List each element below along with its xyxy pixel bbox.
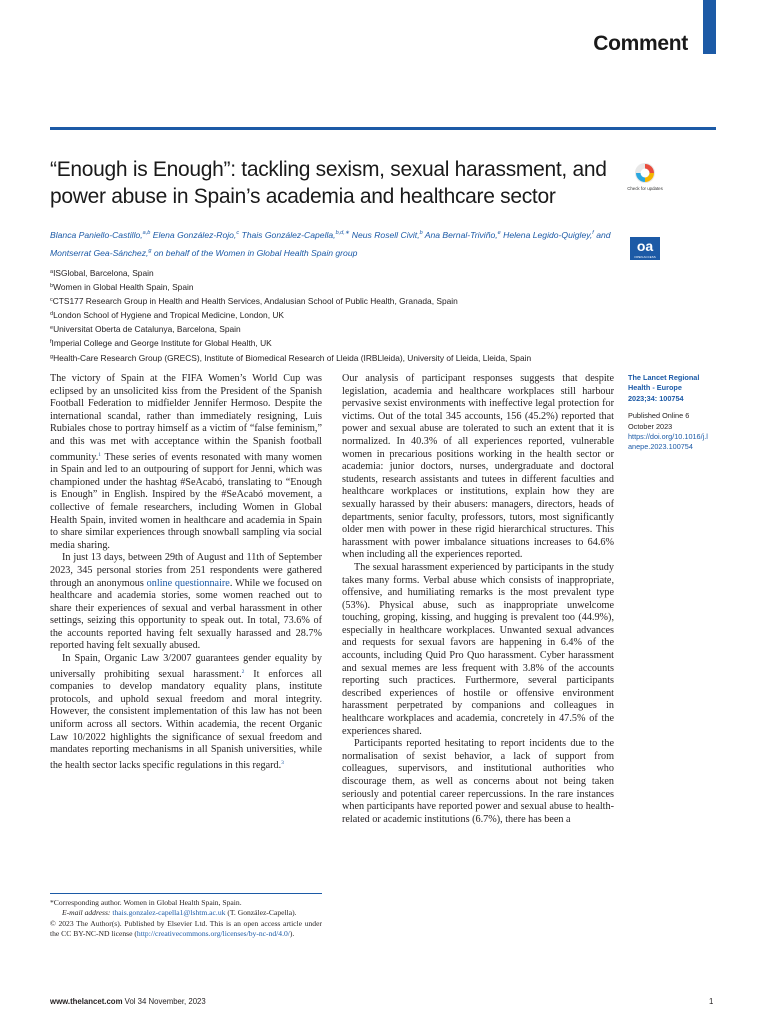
reference-marker[interactable]: 2 <box>241 668 245 675</box>
header-rule <box>50 127 716 130</box>
author-name: on behalf of the Women in Global Health Spain group <box>153 247 358 258</box>
footer-issue: Vol 34 November, 2023 <box>124 997 206 1006</box>
open-access-label: oa <box>636 238 654 254</box>
author-affiliation-marker: e <box>497 230 501 236</box>
author-affiliation-marker: b <box>419 230 423 236</box>
footnote <box>50 898 322 939</box>
article-metadata-sidebar <box>628 373 710 453</box>
author-affiliation-marker: f <box>592 230 594 236</box>
section-label: Comment <box>593 32 688 55</box>
author-affiliation-marker: c <box>236 230 240 236</box>
footnote-rule <box>50 893 322 894</box>
author-name: Thais González-Capella, <box>241 229 336 240</box>
email-link[interactable]: thais.gonzalez-capella1@lshtm.ac.uk <box>112 908 226 918</box>
footer-site[interactable]: www.thelancet.com <box>50 997 123 1006</box>
paragraph: The sexual harassment experienced by participants in the study takes many forms. Verbal abuse which consists of inappropriate, offensive, and humiliating remarks is the most prevalent type (53%). Physical abuse, such as inappropriate unwelcome touching, groping, kissing, and hugging is prevalent too (44.9%), especially in healthcare workplaces. Unwanted sexual advances and requests for sexual favors are happening in 6.4% of the accounts, including Quid Pro Quo harassment. Cyber harassment and sexual memes are less frequent with 3.8% of the accounts reporting such practices. Furthermore, several participants described experiences of hostile or offensive environment harassment perpetrated by companions and colleagues in healthcare workplaces and academia, concretely in 47.5% of the experiences shared. <box>342 561 614 737</box>
author-name: Montserrat Gea-Sánchez, <box>50 247 149 258</box>
check-updates-text: Check for updates <box>627 186 663 191</box>
paragraph: The victory of Spain at the FIFA Women’s World Cup was eclipsed by an unsolicited kiss from the President of the Spanish Football Federation to midfielder Jennifer Hermoso. Despite the international scandal, rather than immediately resigning, Luis Rubiales chose to portray himself as a victim of “false feminism,” and this was met with acceptance within the Spanish football community.$^1$ These series of events resonated with many women in Spain and led to an outpouring of support for Jenni, which was championed under the hashtag #SeAcabó, translating to “Enough is Enough” in English. Inspired by the #SeAcabó movement, a collective of female researchers, including Women in Global Health Spain, invited women in healthcare and academia in Spain to share similar experiences through snowball sampling via social media sharing. <box>50 373 322 551</box>
corresponding-author: *Corresponding author. Women in Global Health Spain, Spain. <box>50 898 242 907</box>
open-access-sublabel: OPEN ACCESS <box>634 255 656 259</box>
affiliation-list <box>50 266 620 365</box>
open-access-badge <box>630 237 660 260</box>
questionnaire-link[interactable]: online questionnaire <box>146 577 230 589</box>
paragraph: In just 13 days, between 29th of August and 11th of September 2023, 345 personal stories from 251 respondents were gathered through an anonymous online questionnaire. While we focused on healthcare and academia stories, some women reached out to share their experiences of sexual and verbal harassment in other settings, seizing this opportunity to speak out. In total, 73.6% of the accounts reported having felt sexually harassed and 28.7% reported having felt sexually abused. <box>50 552 322 652</box>
affiliation-item: $^e$Universitat Oberta de Catalunya, Barcelona, Spain <box>50 324 241 335</box>
author-name: Helena Legido-Quigley, <box>503 229 593 240</box>
body-column-middle <box>342 373 614 826</box>
paragraph: Our analysis of participant responses suggests that despite legislation, academia and healthcare workplaces still harbour pervasive sexist environments with ineffective legal protection for victims. Out of the total 345 accounts, 156 (45.2%) reported that power and sexual abuse are tolerated to such an extent that it is normalized. In 40.3% of all experiences reported, vulnerable women in precarious positions working in the health sector or academia: junior doctors, nurses, undergraduate and doctoral students, research assistants and tutees in different faculties and healthcare workplaces or institutions, explain how they are sexually harassed by their abusers: managers, directors, heads of departments, senior faculty, professors, tutors, most significantly older men with power in these rigid hierarchical structures. This harassment with power imbalance situations increases to 64.6% when including all the experiences reported. <box>342 373 614 561</box>
license-link[interactable]: http://creativecommons.org/licenses/by-nc-nd/4.0/ <box>136 928 290 938</box>
copyright-notice: © 2023 The Author(s). Published by Elsevier Ltd. This is an open access article under the CC BY-NC-ND license (http://creativecommons.org/licenses/by-nc-nd/4.0/). <box>50 918 322 938</box>
affiliation-item: $^b$Women in Global Health Spain, Spain <box>50 282 194 293</box>
paragraph: Participants reported hesitating to report incidents due to the normalisation of sexist behavior, a lack of support from colleagues, supervisors, and institutional authorities who discourage them, as well as concerns about not being taken seriously and potential career repercussions. In the rare instances when participants have reported power and sexual abuse to health-related or academic institutions (6.7%), there has been a <box>342 738 614 825</box>
reference-marker[interactable]: 1 <box>98 451 102 458</box>
author-affiliation-marker: b,d,∗ <box>335 230 350 236</box>
author-name: Blanca Paniello-Castillo, <box>50 229 143 240</box>
affiliation-item: $^d$London School of Hygiene and Tropical Medicine, London, UK <box>50 310 284 321</box>
author-name: Elena González-Rojo, <box>152 229 237 240</box>
author-name: and <box>596 229 611 240</box>
header-accent-bar <box>703 0 716 54</box>
reference-marker[interactable]: 3 <box>281 759 284 766</box>
author-affiliation-marker: g <box>148 247 152 254</box>
affiliation-item: $^c$CTS177 Research Group in Health and Health Services, Andalusian School of Public Health, Granada, Spain <box>50 296 458 307</box>
journal-citation: The Lancet Regional Health - Europe 2023;34: 100754 <box>628 373 700 403</box>
check-updates-badge[interactable] <box>629 161 661 197</box>
email-line: E-mail address: thais.gonzalez-capella1@lshtm.ac.uk (T. González-Capella). <box>62 908 297 918</box>
page-number: 1 <box>709 997 714 1006</box>
paragraph: In Spain, Organic Law 3/2007 guarantees gender equality by universally prohibiting sexual harassment.$^2$ It enforces all companies to develop mandatory equality plans, institute protocols, and uphold sexual freedom and moral integrity. However, the consistent implementation of this law has not been uniform across all sectors. Within academia, the recent Organic Law 10/2022 highlights the significance of sexual freedom and mandates reporting mechanisms in all Spanish universities, while the health sector lacks specific regulations in this regard.$^3$ <box>50 653 322 771</box>
author-name: Ana Bernal-Triviño, <box>424 229 498 240</box>
published-date: Published Online 6 October 2023 <box>628 411 690 431</box>
affiliation-item: $^a$ISGlobal, Barcelona, Spain <box>50 268 154 278</box>
article-title: “Enough is Enough”: tackling sexism, sexual harassment, and power abuse in Spain’s academia and healthcare sector <box>50 158 607 208</box>
doi-link[interactable]: https://doi.org/10.1016/j.lanepe.2023.100754 <box>628 432 708 452</box>
author-affiliation-marker: a,b <box>142 230 151 236</box>
footer-citation <box>50 997 206 1006</box>
check-updates-icon <box>629 161 661 197</box>
author-list <box>50 225 620 261</box>
affiliation-item: $^g$Health-Care Research Group (GRECS), Institute of Biomedical Research of Lleida (IRBLleida), University of Lleida, Lleida, Spain <box>50 352 532 363</box>
affiliation-item: $^f$Imperial College and George Institute for Global Health, UK <box>50 338 272 349</box>
author-name: Neus Rosell Civit, <box>351 229 420 240</box>
body-column-left <box>50 373 322 772</box>
